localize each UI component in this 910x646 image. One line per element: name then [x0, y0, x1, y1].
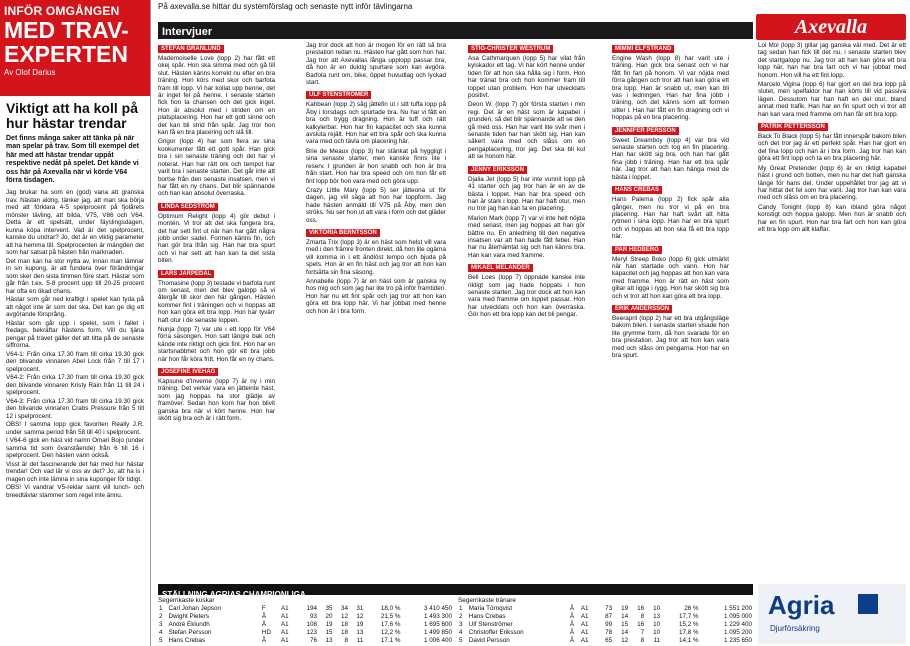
table-cell: 1 [459, 605, 463, 613]
left-sidebar [0, 0, 151, 646]
interview-paragraph: Engine Wash (lopp 8) har varit ute i träning. Han gick bra senast och vi har fått fin fart på honom. Vi var nöjda med förra gången och tror att han kan göra ett bra lopp. Han är snabb ut, men kan bli vas i ledningen. Han har fina jobb i träning, och det känns som att formen sitter i. Han har fått en fin dragning och vi hoppas på en bra placering. [612, 55, 729, 122]
interview-paragraph: Grigor (lopp 4) har som flera av sina konkurrenter fått ett gott spår. Han gick bra i sin senaste träning och det har vi noterat. Han har rätt ork och tempot har varit bra i senaste starten. Det går inte att bortse från den senaste insatsen, men vi har fått en ny chans. Det blir spännande och han kan absolut överraska. [158, 138, 275, 198]
table-row [158, 621, 453, 629]
column-header [0, 0, 150, 96]
table-cell: 3 [159, 621, 163, 629]
interview-paragraph: Crazy Little Mary (lopp 5) ser jätteona ut för dagen, jag vill säga att hon har toppform. Jag hade hästen anmäld till V75 på Åby, men den ströks. Nu ser hon ut att vara i form och det gläder oss. [306, 186, 446, 224]
interview-paragraph: Zmarta Trix (lopp 3) är en häst som helst vill vara med i den främre fronten direkt, då hon lite ogärna vill komma in i ett ändlöst tempo och bjuda på spets. Hon är en fin häst och jag tror att hon kan fortsätta sin fina säsong. [306, 238, 446, 276]
table-row [158, 637, 453, 645]
section-title: Intervjuer [162, 26, 213, 38]
table-cell: 108 [306, 621, 318, 629]
paragraph: V64-3: Från cirka 17.30 fram till cirka 19.30 gick den blivande vinnaren Crabs Pressure från 5 till 12 i spelprocent. [6, 397, 144, 420]
table-cell: A1 [280, 613, 289, 621]
table-row [458, 637, 753, 645]
table-cell: 1 [159, 605, 163, 613]
table-cell: 15 [325, 629, 333, 637]
article-lead: Det finns många saker att tänka på när man spelar på trav. Som till exempel det här med att hästar trendar uppåt respektive nedåt på spelet. Det kände vi oss här på Axevalla när vi körde V64 förra tisdagen. [6, 135, 139, 185]
table-cell: David Persson [468, 637, 510, 645]
trainer-tag: PAR HEDBERG [612, 246, 662, 254]
interview-paragraph: Beerapril (lopp 2) har ett bra utgångsläge bakom bilen. I senaste starten visade hon lite grymme form, då hon svarade för en bra prestation. Jag tror att hon kan vara med och slåss om pengarna. Hon har en bra spurt. [612, 314, 729, 359]
table-row [158, 605, 453, 613]
table-cell: 123 [306, 629, 318, 637]
table-cell: 65 [605, 637, 613, 645]
paragraph: Jag brukar ha som en (god) vana att granska trav. Nästan aldrig, tänker jag, att man ska börja med att förklara 4-5 spelprocent på fjolårets mönster tävling, att bilda, V75, V86 och V64. Detta är ett spelsätt, under fäyslingsdagen, kunna köpa intervent. Vad är det spelprocent, kanske du undrar? Jo, det är en viktig parameter att ha hemma till. Spelprocenten är mängden det som har satsat på hästen från marknaden. [6, 189, 144, 257]
table-cell: F [261, 605, 266, 613]
table-cell: Å [569, 621, 575, 629]
interview-paragraph: Kapsune d'Inverne (lopp 7) är ny i min träning. Det verkar vara en jätteinte häst, som jag hoppas ha stor glädje av framöver. Sedan hon kom har hon blivit ganska bra när vi kört henne. Hon har skött sig bra och är i rätt form. [158, 378, 275, 423]
table-cell: 11 [356, 637, 364, 645]
interview-paragraph: Djalia Jet (lopp 5) har inte vunnit lopp på 41 starter och jag tror han är en av de bästa i loppet. Han har bra speed och han är stark i lopp. Han har haft otur, men nu tror jag han kan ta en placering. [468, 175, 585, 213]
table-row [158, 613, 453, 621]
agria-ad[interactable] [758, 584, 906, 644]
table-cell: 15,2 % [678, 621, 699, 629]
trainer-tag: HANS CREBAS [612, 186, 662, 194]
table-cell: Stefan Persson [168, 629, 212, 637]
interview-column-2 [306, 42, 446, 584]
table-cell: 11 [653, 637, 661, 645]
table-cell: Å [569, 613, 575, 621]
table-cell: A1 [580, 613, 589, 621]
table-cell: 13 [653, 613, 661, 621]
table-row [158, 629, 453, 637]
table-cell: 8 [640, 613, 645, 621]
interview-paragraph: Asa Cathmarquen (lopp 5) har vilat från kylskador ett tag. Vi har kört henne under tiden för att hon ska hålla sig i form. Hon har tränat bra och hon kommer fram till loppet utan problem. Hon har utvecklats positivt. [468, 55, 585, 100]
interview-paragraph: Nunja (lopp 7) var ute i ett lopp för V64 förra säsongen. Hon satt längre bak och kände inte riktigt och gick fint. Hon har en startsnabbhet och hon gör ett bra jobb när hon får köra fritt. Hon får en ny chans. [158, 326, 275, 363]
table-cell: Maria Törnqvist [468, 605, 513, 613]
table-cell: 1 551 200 [723, 605, 752, 613]
table-cell: A1 [580, 629, 589, 637]
table-cell: A1 [580, 605, 589, 613]
paragraph: Det man kan ha stor nytta av, innan man lämnar in sin kupong, är att fundera över förändringar som sker den sista timmen före start. Hästar som går från t.ex. 5-8 procent upp till 20-25 procent har ofta en ökad chans. [6, 257, 144, 295]
table-cell: HD [261, 629, 272, 637]
table-cell: André Eklundh [168, 621, 210, 629]
table-cell: 18 [340, 629, 348, 637]
table-cell: 4 [159, 629, 163, 637]
article-headline: Viktigt att ha koll på hur hästar trendar [6, 100, 138, 131]
table-cell: 14 [621, 629, 629, 637]
table-cell: A1 [280, 637, 289, 645]
interview-paragraph: Loi Moi (lopp 3) gillar jag ganska väl med. Det är ett tag sedan han fick till det nu, i senaste starten blev det startgalopp nu. Jag tror att han kan göra ett bra lopp här, han har bra fart och vi har jobbat med honom. Hon vill ha ett fint lopp. [758, 42, 906, 79]
axevalla-logo: Axevalla [756, 14, 906, 40]
table-cell: 8 [640, 637, 645, 645]
table-cell: A1 [280, 629, 289, 637]
paragraph: Hästar som går upp i spelet, som i fallet i fredags, bekräftar hästens form. Vill du tjäna pengar på travet gäller det att titta på de senaste siffrorna. [6, 319, 144, 350]
table-cell: 3 410 450 [423, 605, 452, 613]
agria-mark-icon [858, 594, 878, 614]
trainer-tag: JOSEFINE IVEHAG [158, 368, 218, 376]
trainer-tag: LARS JARPEDAL [158, 270, 214, 278]
table-cell: 1 235 650 [723, 637, 752, 645]
table-cell: Carl Johan Jepson [168, 605, 221, 613]
table-cell: 17,7 % [678, 613, 699, 621]
table-cell: 16 [637, 621, 645, 629]
paragraph: I V64-6 gick en häst vid namn Omari Bojo (under samma tid som övanstående) från 6 till 16 i spelprocent. Den hästen vann också. [6, 437, 144, 460]
trainer-tag: ULF STENSTRÖMER [306, 91, 371, 99]
table-cell: 14,1 % [678, 637, 699, 645]
table-cell: 1 095 000 [723, 613, 752, 621]
interview-paragraph: Mademoiselle Love (lopp 2) har fått ett okej spår. Hon ska simma med och gå till slut. Hästen känns korrekt nu efter en bra träning. Hon körs med skor och barfota fram till lopp. Vi har kollat upp henne, det är inget fel på henne. I senaste starten fick hon ta chansen och det gick inget. Hon är absolut med i striden om en platsplacering. Hon har ett gott sinne och det kan bli strid från spår. Jag tror hon kan få en bra placering och slå till. [158, 55, 275, 137]
table-cell: 12 [340, 613, 348, 621]
interview-paragraph: Hans Palema (lopp 2) fick spår alla gånger, men nu tror vi på en bra placering. Han har haft svårt att hitta rytmen i sina lopp. Han har en bra spurt och vi hoppas att hon ska få ett bra lopp här. [612, 196, 729, 241]
table-cell: 8 [344, 637, 348, 645]
table-cell: 10 [653, 621, 661, 629]
table-cell: 13 [356, 629, 364, 637]
table-cell: 12 [356, 613, 364, 621]
standings-header [158, 584, 753, 599]
table-cell: 34 [340, 605, 348, 613]
table-cell: 10 [653, 605, 661, 613]
table-cell: 73 [605, 605, 613, 613]
table-caption: Segerrikaste kuskar [158, 597, 215, 604]
table-cell: 13 [325, 637, 333, 645]
standings-title: STÄLLNING AGRIAS CHAMPIONLIGA [162, 590, 306, 599]
interview-paragraph: Bell Loes (lopp 7) öppnade kanske inte riktigt som jag hade hoppats i hon senaste starten. Jag tror dock att hon kan vara med framme om loppet passar. Hon har utvecklats och hon kan överraska. Gör hon ett bra lopp kan det bli pengar. [468, 274, 585, 319]
table-cell: 7 [640, 629, 645, 637]
table-cell: 4 [459, 629, 463, 637]
table-cell: Å [261, 621, 267, 629]
table-cell: 12 [621, 637, 629, 645]
paragraph: OBS! I samma lopp gick favoriten Really J.R. under samma period från 58 till 40 i spelprocent. [6, 421, 144, 436]
table-cell: Å [569, 637, 575, 645]
interview-paragraph: Annabelle (lopp 7) är en häst som är ganska ny hos mig och som jag har lite tro på inför framtiden. Hon har nu ett fint spår och jag tror att hon kan göra ett bra lopp här. Vi har jobbat med henne och hon är i bra form. [306, 277, 446, 315]
drivers-table [158, 597, 453, 646]
trainer-tag: MIKAEL MELANDER [468, 264, 533, 272]
interview-paragraph: Kahbean (lopp 2) såg jättefin ut i sitt tuffa lopp på Åby i torsdags och spurtade bra. Nu har vi fått en bra och trygg dragning. Hon är tuff och rätt kalkylerbar. Hon har fin kapacitet och ska kunna avsluta rejält. Hon har ett bra spår och ska kunna vara med och tävla om placering här. [306, 101, 446, 146]
interview-column-4 [612, 42, 729, 584]
table-cell: A1 [280, 621, 289, 629]
table-cell: 99 [605, 621, 613, 629]
paragraph: V64-2: Från cirka 17.30 fram till cirka 19.30 gick den blivande vinnaren Kristy Rain från 11 till 24 i spelprocent. [6, 374, 144, 397]
column-title-1: MED TRAV- [4, 17, 129, 43]
table-row [458, 629, 753, 637]
table-cell: 1 006 400 [423, 637, 452, 645]
interview-column-1 [158, 42, 275, 584]
interview-paragraph: Marion Mark (lopp 7) var vi inte helt nöjda med senast, men jag hoppas att han gör bättre nu. En anledning till den negativa insatsen var att han hade fått feber. Han har nu återhämtat sig och han känns bra. Han kan vara med framme. [468, 214, 585, 259]
trainer-tag: VIKTORIA BERNTSSON [306, 229, 380, 237]
paragraph: V64-1: Från cirka 17.30 fram till cirka 19.30 gick den blivande vinnaren Abel Lock från 7 till 17 i spelprocent. [6, 350, 144, 373]
trainer-tag: ERIK ANDERSSON [612, 305, 672, 313]
table-cell: 19 [325, 621, 333, 629]
table-cell: Ulf Stenströmer [468, 621, 513, 629]
table-cell: 17,1 % [380, 637, 401, 645]
table-cell: 19 [621, 605, 629, 613]
table-cell: 26 % [684, 605, 699, 613]
table-cell: Hans Crebas [168, 637, 206, 645]
table-row [458, 621, 753, 629]
trainer-tag: STIG-CHRISTER WESTRUM [468, 45, 553, 53]
table-cell: 10 [653, 629, 661, 637]
interview-paragraph: Meryl Streep Boko (lopp 6) gick utmärkt när han startade och vann. Hon har kapacitet och jag hoppas att hon kan vara med framme. Hon är rätt en häst som gillar att ligga i rygg. Hon har skött sig bra och vi tror att hon kan göra ett bra lopp. [612, 255, 729, 300]
table-cell: Å [261, 613, 267, 621]
table-cell: 78 [605, 629, 613, 637]
interview-paragraph: Deon W. (lopp 7) gör första starten i min regi. Det är en häst som är kapabel i grunden, så det blir spännande att se den gå med oss. Han har varit lite svår men i senaste tiden har han skött sig. Han kan säkert vara med och slåss om en pengaplacering, tror jag. Det ska bli kul att se honom här. [468, 101, 585, 161]
table-caption: Segerrikaste tränare [458, 597, 516, 604]
paragraph: OBS! Vi vandrar V5-reklar samt vill lunch- och breedtävlar stammer som regel inte ännu. [6, 484, 144, 499]
agria-logo: Agria [768, 590, 835, 620]
paragraph: Visst är det fascinerande det här med hur hästar trendar! Och vad lär vi oss av det? Jo, att ha is i magen och inte lämna in sina kuponger för tidigt. [6, 460, 144, 483]
column-title-2: EXPERTEN [4, 41, 128, 67]
table-cell: A1 [580, 621, 589, 629]
trainers-table [458, 597, 753, 646]
intro-line: På axevalla.se hittar du systemförslag och senaste nytt inför tävlingarna [158, 2, 413, 11]
table-cell: 87 [605, 613, 613, 621]
interview-paragraph: My Great Pretender (lopp 6) är en riktigt kapabel häst i grund och botten, men nu har det haft ganska länge för hans del. Under uppehållet tror jag att vi har hittat det fel som har varit. Jag tror han kan vara med och slåss om en bra placering. [758, 164, 906, 202]
table-cell: 1 499 850 [423, 629, 452, 637]
table-cell: Dwight Pieters [168, 613, 210, 621]
interview-column-3 [468, 42, 585, 584]
table-cell: 1 095 200 [723, 629, 752, 637]
interview-paragraph: Back To Black (lopp 5) har fått innerspår bakom bilen och det tror jag är ett perfekt spår. Han har gjort en del fina lopp och han är i bra form. Jag tror han kan göra ett fint lopp och ta en bra placering här. [758, 133, 906, 163]
table-cell: 1 493 300 [423, 613, 452, 621]
table-cell: 76 [310, 637, 318, 645]
table-cell: 1 229 400 [723, 621, 752, 629]
table-cell: 18,0 % [380, 605, 401, 613]
trainer-tag: JENNY ERIKSSON [468, 166, 527, 174]
table-cell: Å [569, 629, 575, 637]
interview-paragraph: Marcelo Vigina (lopp 6) har gjort en del bra lopp på slutet, men spelfaktor har han körts till vid passiva lägen. Dessutom har han haft en del otur, bland annat med trafik. Han har en fin spurt och vi tror att han kan vara med framme om han får ett bra lopp. [758, 81, 906, 118]
table-cell: 21,5 % [380, 613, 401, 621]
trainer-tag: LINDA SEDSTRÖM [158, 203, 218, 211]
table-cell: 14 [621, 613, 629, 621]
table-cell: 1 695 600 [423, 621, 452, 629]
table-cell: 18 [340, 621, 348, 629]
trainer-tag: PATRIK PETTERSSON [758, 123, 828, 131]
interview-paragraph: Sweet Dreamboy (lopp 4) var bra vid senaste starten och tog en fin placering. Han har skött sig bra, och han har gått fina jobb i träning. Han har ett bra spår här. Jag tror att han kan hänga med de bästa i loppet. [612, 136, 729, 181]
table-cell: 20 [325, 613, 333, 621]
table-cell: 19 [356, 621, 364, 629]
table-cell: A1 [280, 605, 289, 613]
trainer-tag: MIMMI ELFSTRAND [612, 45, 674, 53]
trainer-tag: STEFAN GRANLUND [158, 45, 224, 53]
ad-subtitle: Djurförsäkring [770, 624, 820, 633]
table-cell: 194 [306, 605, 318, 613]
table-cell: 35 [325, 605, 333, 613]
interview-paragraph: Brie de Meaux (lopp 3) har stänkat på hyggligt i sina senaste starter, men kanske finns lite i reserv. I grunden är hon snabb och hon är bra från start. Hon har bra speed och om hon får ett fint lopp bör hon vara med och göra upp. [306, 147, 446, 185]
table-cell: 3 [459, 621, 463, 629]
table-cell: 15 [621, 621, 629, 629]
table-cell: 5 [159, 637, 163, 645]
interview-paragraph: Candy Tonight (lopp 8) kan ibland göra något konstigt och hoppa galopp. Men hon är snabb och har en fin spurt. Hon har bra fart och hon kan göra ett bra lopp om allt klaffar. [758, 203, 906, 233]
table-cell: Å [261, 637, 267, 645]
paragraph: Hästar som går ned kraftigt i spelet kan tyda på att något inte är som det ska. Det kan ge dig ett avgörande försprång. [6, 296, 144, 319]
table-cell: A1 [580, 637, 589, 645]
interview-paragraph: Optimum Relight (lopp 4) gör debut i montén. Vi tror att det ska fungera bra, det har sett fint ut när han har gått några jobb under sadel. Formen känns fin, och han gör bra ifrån sig. Han har bra spurt och vi har sett att han kan ta det sista biten. [158, 212, 275, 265]
interview-paragraph: Thomasine (lopp 3) testade vi barfota runt om senast, men det blev galopp så vi återgår till skor den här gången. Hästen kommer fint i träningen och vi hoppas att hon kan göra ett bra lopp. Hon har tyvärr haft otur i de senaste loppen. [158, 279, 275, 324]
table-row [458, 613, 753, 621]
table-cell: Christoffer Eriksson [468, 629, 524, 637]
kicker: INFÖR OMGÅNGEN [4, 4, 120, 18]
table-cell: Å [569, 605, 575, 613]
table-cell: 17,8 % [678, 629, 699, 637]
interview-paragraph: Jag tror dock att hon är mogen för en rätt så bra prestation redan nu. Hästen har gått som hon har. Jag tror att Axevallas långa upplopp passar bra, då hon är en duktig spurtare som kan avgöra. Barfota runt om, bike, öppet huvudlag och lyckad start. [306, 42, 446, 87]
interview-column-5 [758, 42, 906, 584]
section-header [158, 22, 753, 39]
byline: Av Olof Darius [4, 68, 56, 77]
table-cell: 12,2 % [380, 629, 401, 637]
table-cell: 2 [159, 613, 163, 621]
table-cell: 17,6 % [380, 621, 401, 629]
table-cell: 2 [459, 613, 463, 621]
article-body [0, 187, 150, 502]
table-cell: Hans Crebas [468, 613, 506, 621]
trainer-tag: JENNIFER PERSSON [612, 127, 679, 135]
table-cell: 16 [637, 605, 645, 613]
table-row [458, 605, 753, 613]
table-cell: 93 [310, 613, 318, 621]
table-cell: 5 [459, 637, 463, 645]
table-cell: 31 [356, 605, 364, 613]
